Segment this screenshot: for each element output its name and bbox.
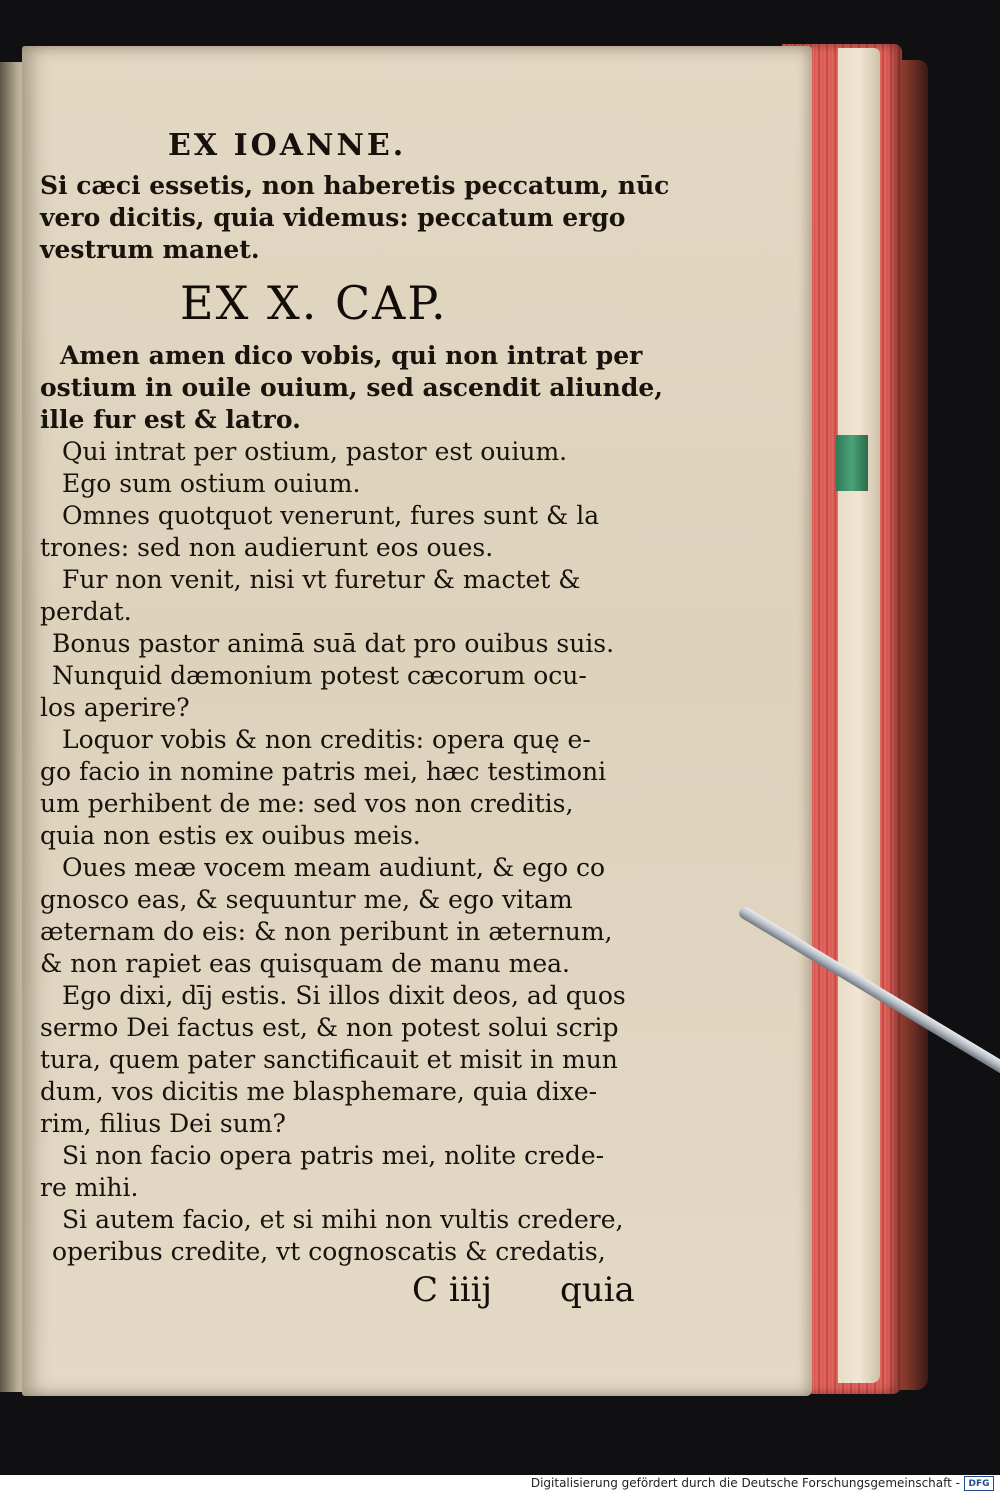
text-line: ostium in ouile ouium, sed ascendit aliunde,	[40, 373, 663, 402]
catchword: quia	[560, 1270, 635, 1310]
text-line: go facio in nomine patris mei, hæc testimoni	[40, 757, 607, 786]
page-block-edge	[838, 48, 880, 1383]
text-line: re mihi.	[40, 1173, 139, 1202]
dfg-logo: DFG	[964, 1476, 994, 1491]
chapter-heading: EX X. CAP.	[180, 276, 448, 330]
text-line: los aperire?	[40, 693, 190, 722]
text-line: Si non facio opera patris mei, nolite crede-	[62, 1141, 605, 1170]
text-line: Oues meæ vocem meam audiunt, & ego co	[62, 853, 605, 882]
funding-credit: Digitalisierung gefördert durch die Deutsche Forschungsgemeinschaft -	[530, 1476, 960, 1490]
text-line: um perhibent de me: sed vos non creditis,	[40, 789, 574, 818]
intro-line: vestrum manet.	[40, 235, 260, 264]
text-line: operibus credite, vt cognoscatis & credatis,	[52, 1237, 606, 1266]
text-line: Amen amen dico vobis, qui non intrat per	[60, 341, 643, 370]
text-line: trones: sed non audierunt eos oues.	[40, 533, 494, 562]
text-line: quia non estis ex ouibus meis.	[40, 821, 421, 850]
signature-mark: C iiij	[412, 1270, 492, 1310]
text-line: Omnes quotquot venerunt, fures sunt & la	[62, 501, 600, 530]
text-line: Loquor vobis & non creditis: opera quę e-	[62, 725, 591, 754]
footer-bar	[0, 1475, 1000, 1493]
bookmark-ribbon	[836, 435, 868, 491]
text-line: sermo Dei factus est, & non potest solui scrip	[40, 1013, 619, 1042]
text-line: tura, quem pater sanctificauit et misit in mun	[40, 1045, 618, 1074]
text-line: æternam do eis: & non peribunt in æternum,	[40, 917, 613, 946]
text-line: ille fur est & latro.	[40, 405, 301, 434]
text-line: gnosco eas, & sequuntur me, & ego vitam	[40, 885, 573, 914]
text-line: Ego dixi, dīj estis. Si illos dixit deos, ad quos	[62, 981, 626, 1010]
text-line: Bonus pastor animā suā dat pro ouibus suis.	[52, 629, 615, 658]
text-line: Qui intrat per ostium, pastor est ouium.	[62, 437, 568, 466]
text-line: Fur non venit, nisi vt furetur & mactet &	[62, 565, 581, 594]
text-line: Ego sum ostium ouium.	[62, 469, 361, 498]
intro-line: Si cæci essetis, non haberetis peccatum, nūc	[40, 171, 670, 200]
text-line: Nunquid dæmonium potest cæcorum ocu-	[52, 661, 587, 690]
running-head: EX IOANNE.	[168, 128, 407, 163]
intro-line: vero dicitis, quia videmus: peccatum ergo	[40, 203, 626, 232]
text-line: rim, filius Dei sum?	[40, 1109, 286, 1138]
text-line: dum, vos dicitis me blasphemare, quia dixe-	[40, 1077, 598, 1106]
text-line: & non rapiet eas quisquam de manu mea.	[40, 949, 570, 978]
text-line: Si autem facio, et si mihi non vultis credere,	[62, 1205, 624, 1234]
text-line: perdat.	[40, 597, 132, 626]
